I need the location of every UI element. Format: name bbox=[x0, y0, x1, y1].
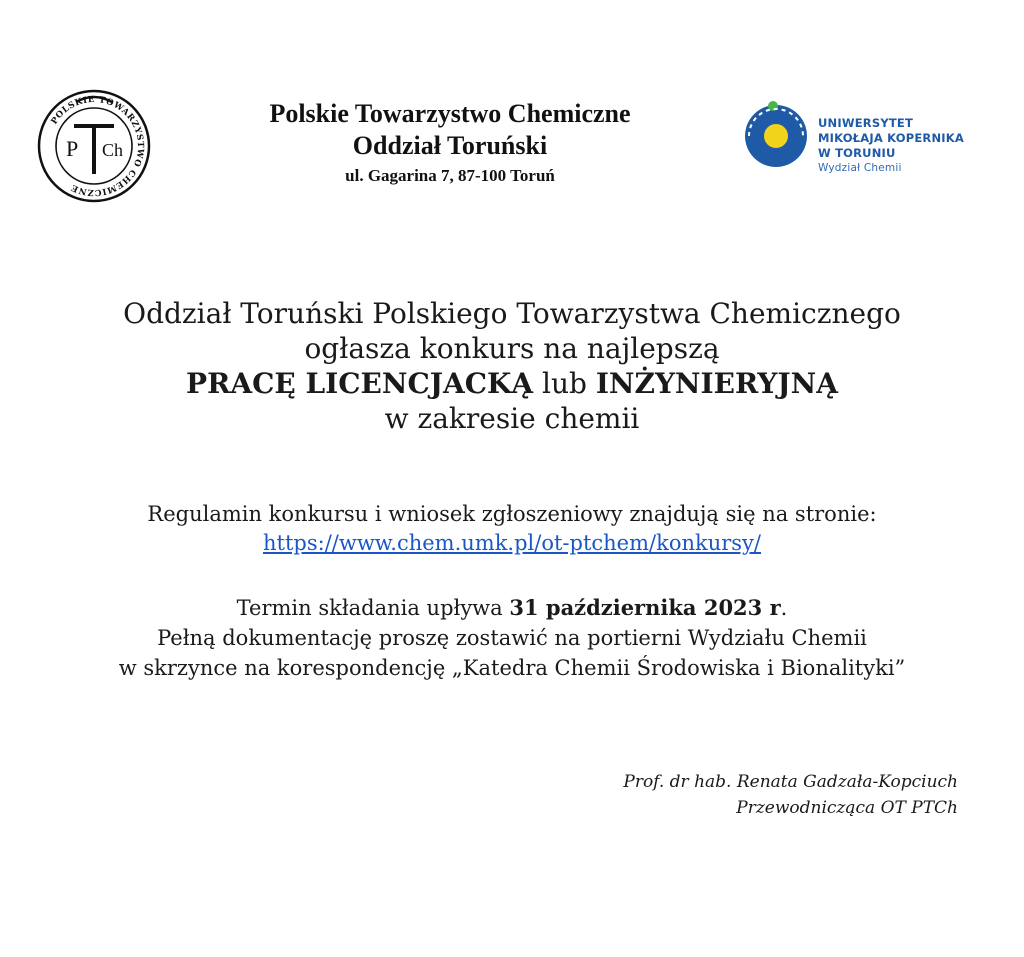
announcement-line-4: w zakresie chemii bbox=[384, 402, 640, 435]
branch-name: Oddział Toruński bbox=[352, 131, 548, 160]
signature-role: Przewodnicząca OT PTCh bbox=[736, 798, 958, 818]
rules-text: Regulamin konkursu i wniosek zgłoszeniowy znajdują się na stronie: bbox=[147, 502, 877, 526]
ptchem-letter-ch: Ch bbox=[102, 140, 124, 160]
ptchem-logo bbox=[36, 88, 152, 204]
ptchem-letter-p: P bbox=[66, 136, 79, 161]
thesis-type-engineering: INŻYNIERYJNĄ bbox=[595, 367, 838, 400]
org-address: ul. Gagarina 7, 87-100 Toruń bbox=[345, 166, 555, 185]
umk-logo-text bbox=[818, 116, 964, 176]
thesis-type-bachelor: PRACĘ LICENCJACKĄ bbox=[186, 367, 534, 400]
announcement-connector: lub bbox=[533, 367, 596, 400]
signature-name: Prof. dr hab. Renata Gadzała-Kopciuch bbox=[623, 772, 958, 792]
deadline-line bbox=[30, 593, 994, 623]
ptchem-ring-text: POLSKIE TOWARZYSTWO CHEMICZNE bbox=[49, 94, 146, 198]
deadline-instructions: Pełną dokumentację proszę zostawić na portierni Wydziału Chemii bbox=[157, 626, 867, 650]
announcement bbox=[40, 296, 984, 436]
deadline-mailbox: w skrzynce na korespondencję „Katedra Chemii Środowiska i Bionalityki” bbox=[118, 656, 906, 680]
signature bbox=[623, 769, 958, 821]
announcement-line-2: ogłasza konkurs na najlepszą bbox=[304, 332, 720, 365]
rules-section bbox=[40, 500, 984, 558]
deadline-date: 31 października 2023 r bbox=[509, 595, 781, 620]
org-name: Polskie Towarzystwo Chemiczne bbox=[269, 99, 631, 128]
umk-line-3: W TORUNIU bbox=[818, 146, 896, 160]
umk-line-2: MIKOŁAJA KOPERNIKA bbox=[818, 131, 964, 145]
deadline-prefix: Termin składania upływa bbox=[236, 596, 510, 620]
announcement-line-1: Oddział Toruński Polskiego Towarzystwa Chemicznego bbox=[123, 297, 901, 330]
deadline-suffix: . bbox=[780, 596, 788, 620]
umk-line-1: UNIWERSYTET bbox=[818, 116, 913, 130]
deadline-section bbox=[30, 593, 994, 683]
umk-faculty: Wydział Chemii bbox=[818, 162, 902, 174]
svg-text:POLSKIE TOWARZYSTWO CHEMICZNE bbox=[49, 95, 145, 197]
rules-link[interactable]: https://www.chem.umk.pl/ot-ptchem/konkursy/ bbox=[263, 531, 761, 555]
announcement-line-3 bbox=[40, 366, 984, 401]
organization-header bbox=[180, 98, 720, 188]
